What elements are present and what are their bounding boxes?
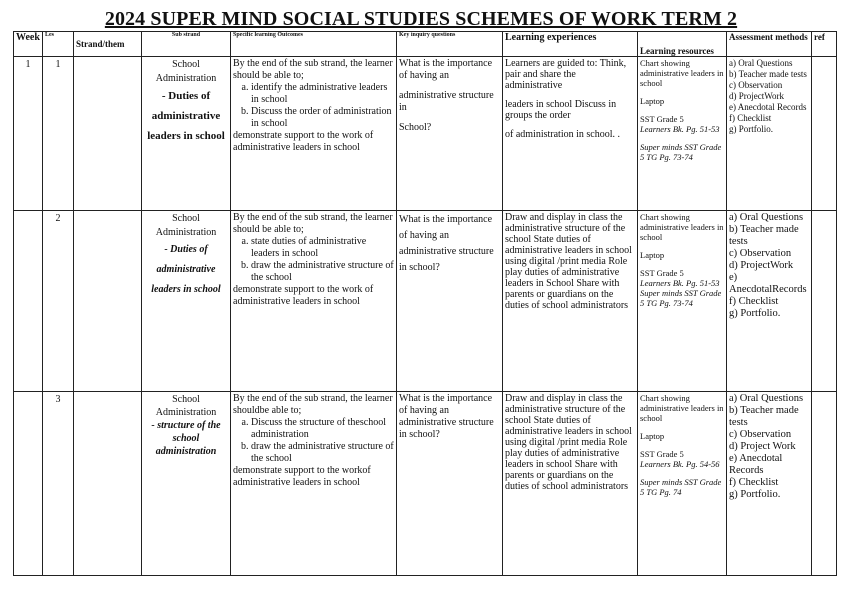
experience-text: Draw and display in class the administrative structure of the school State duties of administrative leaders in school using digital /print media Role play duties of administrative leaders in School Share with parents or guardians on the duties of school administrators bbox=[505, 212, 632, 311]
assessment-item: d) ProjectWork bbox=[729, 91, 785, 101]
experiences-cell bbox=[503, 211, 638, 392]
assessment-item: g) Portfolio. bbox=[729, 308, 781, 319]
assessment-item: e) AnecdotalRecords bbox=[729, 272, 807, 295]
page-title: 2024 SUPER MIND SOCIAL STUDIES SCHEMES OF WORK TERM 2 bbox=[104, 8, 738, 30]
sub-strand-title: School Administration bbox=[155, 213, 217, 238]
resource-learners-book: Learners Bk. Pg. 54-56 bbox=[640, 459, 720, 469]
week-cell bbox=[14, 211, 43, 392]
assessment-item: a) Oral Questions bbox=[729, 212, 804, 223]
sub-strand-cell bbox=[142, 211, 231, 392]
sub-strand-cell bbox=[142, 57, 231, 211]
resource-grade: SST Grade 5 bbox=[640, 114, 684, 124]
outcome-item: a. state duties of administrative leaders in school bbox=[251, 236, 394, 260]
ref-cell bbox=[812, 211, 837, 392]
resource-teachers-guide: Super minds SST Grade 5 TG Pg. 73-74 bbox=[640, 288, 722, 308]
assessment-item: f) Checklist bbox=[729, 296, 779, 307]
inquiry-cell bbox=[397, 392, 503, 576]
table-row bbox=[14, 57, 837, 211]
resource-laptop: Laptop bbox=[640, 250, 665, 260]
outcome-item: a. identify the administrative leaders in school bbox=[251, 82, 394, 106]
assessment-item: f) Checklist bbox=[729, 477, 779, 488]
sub-strand-title: School Administration bbox=[155, 59, 217, 84]
inquiry-cell bbox=[397, 57, 503, 211]
sub-strand-focus: - Duties of administrative leaders in school bbox=[151, 244, 221, 295]
sub-strand-focus: - structure of the school administration bbox=[151, 420, 221, 457]
header-assessment: Assessment methods bbox=[727, 32, 812, 57]
assessment-item: a) Oral Questions bbox=[729, 393, 804, 404]
header-inquiry: Key inquiry questions bbox=[397, 32, 503, 57]
outcomes-list bbox=[233, 82, 394, 130]
inquiry-text: What is the importance of having an administrative structure in school? bbox=[399, 393, 494, 440]
inquiry-text: What is the importance of having an bbox=[399, 58, 493, 81]
table-row bbox=[14, 211, 837, 392]
resource-grade: SST Grade 5 bbox=[640, 449, 684, 459]
assessment-item: b) Teacher made tests bbox=[729, 69, 807, 79]
outcomes-intro: By the end of the sub strand, the learner shouldbe able to; bbox=[233, 393, 393, 416]
week-cell: 1 bbox=[14, 57, 43, 211]
assessment-item: c) Observation bbox=[729, 248, 792, 259]
experience-text: of administration in school. . bbox=[505, 129, 620, 140]
resource-chart: Chart showing administrative leaders in school bbox=[640, 58, 724, 88]
assessment-item: e) Anecdotal Records bbox=[729, 102, 807, 112]
lesson-cell: 2 bbox=[43, 211, 74, 392]
resource-teachers-guide: Super minds SST Grade 5 TG Pg. 74 bbox=[640, 477, 722, 497]
experience-text: Draw and display in class the administrative structure of the school State duties of administrative leaders in school using digital /print media Role play duties of administrative leaders in school Share with parents or guardians on the duties of school administrators bbox=[505, 393, 632, 492]
resource-grade: SST Grade 5 bbox=[640, 268, 684, 278]
inquiry-text: School? bbox=[399, 122, 432, 133]
assessment-item: d) Project Work bbox=[729, 441, 796, 452]
assessment-item: d) ProjectWork bbox=[729, 260, 794, 271]
header-resources: Learning resources bbox=[638, 32, 727, 57]
resource-learners-book: Learners Bk. Pg. 51-53 bbox=[640, 124, 720, 134]
assessment-item: c) Observation bbox=[729, 80, 783, 90]
scheme-of-work-table bbox=[13, 31, 837, 576]
resource-learners-book: Learners Bk. Pg. 51-53 bbox=[640, 278, 720, 288]
week-cell bbox=[14, 392, 43, 576]
outcomes-outro: demonstrate support to the work of administrative leaders in school bbox=[233, 284, 374, 307]
inquiry-text: What is the importance of having an administrative structure in school? bbox=[399, 214, 494, 273]
experience-text: leaders in school Discuss in groups the order bbox=[505, 99, 617, 121]
experiences-cell bbox=[503, 57, 638, 211]
header-strand: Strand/them bbox=[74, 32, 142, 57]
outcomes-outro: demonstrate support to the work of administrative leaders in school bbox=[233, 130, 374, 153]
header-ref: ref bbox=[812, 32, 837, 57]
inquiry-text: administrative structure in bbox=[399, 90, 494, 113]
resources-cell bbox=[638, 392, 727, 576]
outcome-item: b. draw the administrative structure of the school bbox=[251, 441, 394, 465]
sub-strand-focus: - Duties of administrative leaders in school bbox=[147, 90, 225, 142]
assessment-item: g) Portfolio. bbox=[729, 124, 773, 134]
header-experiences: Learning experiences bbox=[503, 32, 638, 57]
resources-cell bbox=[638, 211, 727, 392]
header-sub-strand: Sub strand bbox=[142, 32, 231, 57]
assessment-cell bbox=[727, 392, 812, 576]
outcomes-list bbox=[233, 417, 394, 465]
outcomes-outro: demonstrate support to the workof administrative leaders in school bbox=[233, 465, 371, 488]
lesson-cell: 3 bbox=[43, 392, 74, 576]
sub-strand-cell bbox=[142, 392, 231, 576]
sub-strand-title: School Administration bbox=[155, 394, 217, 418]
experience-text: Learners are guided to: Think, pair and share the administrative bbox=[505, 58, 627, 91]
outcomes-intro: By the end of the sub strand, the learner should be able to; bbox=[233, 212, 393, 235]
outcomes-cell bbox=[231, 392, 397, 576]
assessment-item: b) Teacher made tests bbox=[729, 405, 799, 428]
resource-laptop: Laptop bbox=[640, 96, 665, 106]
header-row bbox=[14, 32, 837, 57]
experiences-cell bbox=[503, 392, 638, 576]
resource-laptop: Laptop bbox=[640, 431, 665, 441]
header-lesson: Les bbox=[43, 32, 74, 57]
resources-cell bbox=[638, 57, 727, 211]
outcomes-list bbox=[233, 236, 394, 284]
assessment-cell bbox=[727, 211, 812, 392]
outcomes-cell bbox=[231, 211, 397, 392]
strand-cell bbox=[74, 57, 142, 211]
assessment-cell bbox=[727, 57, 812, 211]
header-outcomes: Specific learning Outcomes bbox=[231, 32, 397, 57]
assessment-item: a) Oral Questions bbox=[729, 58, 793, 68]
assessment-item: e) Anecdotal Records bbox=[729, 453, 783, 476]
outcomes-intro: By the end of the sub strand, the learner should be able to; bbox=[233, 58, 393, 81]
table-row bbox=[14, 392, 837, 576]
resource-chart: Chart showing administrative leaders in school bbox=[640, 393, 724, 423]
resource-teachers-guide: Super minds SST Grade 5 TG Pg. 73-74 bbox=[640, 142, 722, 162]
outcome-item: a. Discuss the structure of theschool administration bbox=[251, 417, 394, 441]
ref-cell bbox=[812, 392, 837, 576]
assessment-item: b) Teacher made tests bbox=[729, 224, 799, 247]
assessment-item: g) Portfolio. bbox=[729, 489, 781, 500]
outcomes-cell bbox=[231, 57, 397, 211]
ref-cell bbox=[812, 57, 837, 211]
assessment-item: c) Observation bbox=[729, 429, 792, 440]
outcome-item: b. draw the administrative structure of the school bbox=[251, 260, 394, 284]
assessment-item: f) Checklist bbox=[729, 113, 772, 123]
inquiry-cell bbox=[397, 211, 503, 392]
header-week: Week bbox=[14, 32, 43, 57]
strand-cell bbox=[74, 392, 142, 576]
outcome-item: b. Discuss the order of administration in school bbox=[251, 106, 394, 130]
lesson-cell: 1 bbox=[43, 57, 74, 211]
strand-cell bbox=[74, 211, 142, 392]
resource-chart: Chart showing administrative leaders in school bbox=[640, 212, 724, 242]
